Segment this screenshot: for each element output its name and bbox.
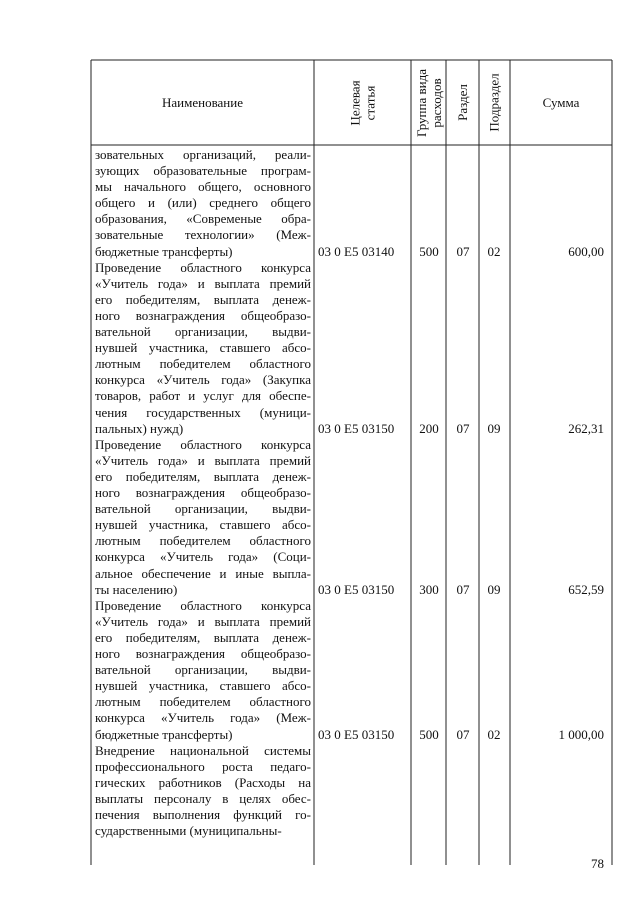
row-name: [95, 147, 311, 260]
row-name-line: общего и (или) среднего общего: [95, 195, 311, 211]
row-code: 03 0 E5 03150: [318, 726, 395, 742]
row-name-line: Проведение областного конкурса: [95, 597, 311, 613]
row-code: 03 0 E5 03140: [318, 243, 395, 259]
row-group: 300: [419, 581, 439, 597]
row-subsection: 09: [487, 420, 501, 436]
row-name-line: пальных) нужд): [95, 420, 184, 436]
header-section: Раздел: [455, 84, 470, 121]
row-sum: 652,59: [568, 581, 604, 597]
header-subsection: Подраздел: [487, 73, 503, 132]
row-name-line: конкурса «Учитель года» (Меж-: [95, 710, 311, 726]
row-name-line: нувшей участника, ставшего абсо-: [95, 678, 311, 694]
row-name-line: сударственными (муниципальны-: [95, 823, 282, 839]
row-name-line: товаров, работ и услуг для обеспе-: [95, 388, 311, 404]
row-name-line: образования, «Совремeные обра-: [95, 211, 311, 227]
row-name-line: чения государственных (муници-: [95, 404, 311, 420]
row-name: [95, 260, 311, 437]
row-section: 07: [456, 243, 470, 259]
row-name-line: вательной организации, выдви-: [95, 662, 311, 678]
row-sum: 1 000,00: [558, 726, 604, 742]
row-name-line: профессионального роста педаго-: [95, 758, 311, 774]
row-name-line: его победителям, выплата денеж-: [95, 629, 311, 645]
row-section: 07: [456, 581, 470, 597]
row-name-line: нувшей участника, ставшего абсо-: [95, 517, 311, 533]
row-name: [95, 437, 311, 598]
row-name-line: нувшей участника, ставшего абсо-: [95, 340, 311, 356]
row-name-line: его победителям, выплата денеж-: [95, 291, 311, 307]
row-name-line: Внедрение национальной системы: [95, 742, 311, 758]
row-name-line: ты населению): [95, 581, 178, 597]
row-name-line: «Учитель года» и выплата премий: [95, 613, 311, 629]
row-name-line: лютным победителем областного: [95, 533, 311, 549]
row-name-line: вательной организации, выдви-: [95, 324, 311, 340]
row-section: 07: [456, 420, 470, 436]
row-group: 200: [419, 420, 439, 436]
row-group: 500: [419, 726, 439, 742]
row-name-line: Проведение областного конкурса: [95, 259, 311, 275]
row-name-line: его победителям, выплата денеж-: [95, 468, 311, 484]
row-name-line: ного вознаграждения общеобразо-: [95, 485, 311, 501]
row-name-line: зующих образовательные програм-: [95, 163, 311, 179]
row-name-line: выплаты персоналу в целях обес-: [95, 790, 311, 806]
row-subsection: 02: [487, 243, 501, 259]
row-name-line: конкурса «Учитель года» (Соци-: [95, 549, 311, 565]
page-number: 78: [591, 856, 604, 871]
row-name-line: бюджетные трансферты): [95, 243, 233, 259]
row-subsection: 02: [487, 726, 501, 742]
row-name-line: гических работников (Расходы на: [95, 774, 311, 790]
row-code: 03 0 E5 03150: [318, 420, 395, 436]
row-name-line: вательной организации, выдви-: [95, 501, 311, 517]
row-name-line: бюджетные трансферты): [95, 726, 233, 742]
row-name-line: зовательных организаций, реали-: [95, 147, 311, 162]
row-name-line: зовательные технологии» (Меж-: [95, 227, 311, 243]
row-name-line: Проведение областного конкурса: [95, 436, 311, 452]
row-name-line: лютным победителем областного: [95, 356, 311, 372]
header-expense-group: Группа вида расходов: [413, 68, 444, 137]
row-sum: 600,00: [568, 243, 604, 259]
row-name: [95, 743, 311, 840]
row-name-line: лютным победителем областного: [95, 694, 311, 710]
header-target-article: Целевая статья: [347, 79, 378, 126]
row-name-line: «Учитель года» и выплата премий: [95, 452, 311, 468]
row-name-line: альное обеспечение и иные выпла-: [95, 565, 311, 581]
row-name-line: ного вознаграждения общеобразо-: [95, 307, 311, 323]
row-section: 07: [456, 726, 470, 742]
row-sum: 262,31: [568, 420, 604, 436]
row-name-line: печения выполнения функций го-: [95, 807, 311, 823]
row-name: [95, 598, 311, 743]
row-name-line: мы начального общего, основного: [95, 179, 311, 195]
row-code: 03 0 E5 03150: [318, 581, 395, 597]
row-subsection: 09: [487, 581, 501, 597]
header-name: Наименование: [162, 95, 243, 110]
row-name-line: «Учитель года» и выплата премий: [95, 275, 311, 291]
header-sum: Сумма: [542, 95, 580, 110]
row-name-line: ного вознаграждения общеобразо-: [95, 646, 311, 662]
row-group: 500: [419, 243, 439, 259]
row-name-line: конкурса «Учитель года» (Закупка: [95, 372, 311, 388]
